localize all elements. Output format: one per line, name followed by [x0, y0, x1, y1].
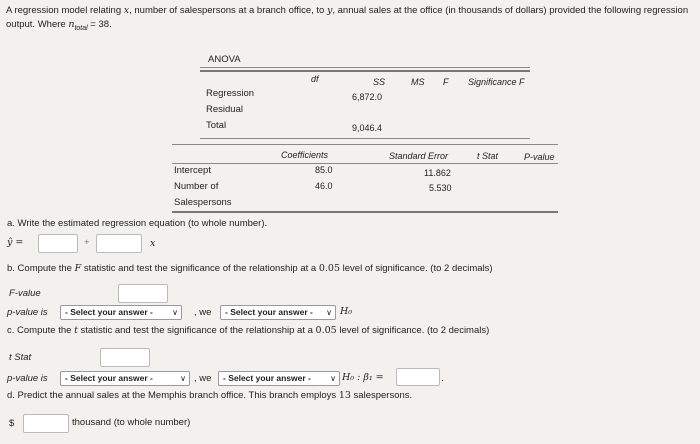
- decision-select[interactable]: [220, 305, 336, 320]
- decision-select[interactable]: [218, 371, 340, 386]
- salespersons-count: 13: [338, 390, 351, 401]
- anova-top-rule: [200, 67, 530, 68]
- var-x: x: [123, 5, 130, 16]
- anova-header-sigf: Significance F: [468, 77, 525, 87]
- intro-text-3: , annual sales at the office (in thousands of dollars) provided the following regression output. Where: [6, 5, 689, 30]
- coef-row-label: Intercept: [174, 165, 211, 176]
- t-stat-input[interactable]: [100, 348, 150, 367]
- part-c-prompt: [7, 325, 489, 336]
- intro-text-1: A regression model relating: [6, 5, 122, 16]
- p-value-label: p-value is: [7, 373, 48, 384]
- var-t: t: [74, 325, 78, 336]
- anova-top-rule-2: [200, 70, 530, 72]
- coef-row-coef: 46.0: [315, 181, 333, 191]
- part-d-text-1: d. Predict the annual sales at the Memphis branch office. This branch employs: [7, 390, 337, 401]
- plus-sign: +: [84, 237, 90, 248]
- intercept-input[interactable]: [38, 234, 78, 253]
- part-b-text-3: level of significance. (to 2 decimals): [342, 263, 493, 274]
- p-value-select-text: - Select your answer -: [65, 307, 153, 317]
- f-value-input[interactable]: [118, 284, 168, 303]
- var-F: F: [74, 263, 82, 274]
- p-value-select[interactable]: [60, 371, 190, 386]
- dollar-sign: $: [9, 418, 15, 429]
- part-b-text-1: b. Compute the: [7, 263, 72, 274]
- coef-header-t: t Stat: [477, 151, 499, 161]
- part-b-prompt: [7, 263, 493, 274]
- coef-row-label: Number of: [174, 181, 219, 192]
- beta-null-input[interactable]: [396, 368, 440, 386]
- part-c-text-1: c. Compute the: [7, 325, 72, 336]
- coef-row-se: 11.862: [424, 168, 451, 178]
- alpha-value: 0.05: [318, 263, 340, 274]
- h0-beta-label: H₀ : β₁ =: [342, 372, 384, 383]
- anova-header-f: F: [443, 77, 449, 87]
- anova-row-ss: 9,046.4: [352, 123, 383, 133]
- intro-text-4: = 38.: [87, 19, 112, 30]
- f-value-label: F-value: [9, 288, 41, 299]
- part-a-prompt: a. Write the estimated regression equation (to whole number).: [7, 218, 268, 229]
- slope-input[interactable]: [96, 234, 142, 253]
- decision-select-text: - Select your answer -: [225, 307, 313, 317]
- alpha-value: 0.05: [315, 325, 337, 336]
- predicted-sales-input[interactable]: [23, 414, 69, 433]
- chevron-down-icon: ∨: [172, 308, 178, 317]
- coef-row-se: 5.530: [429, 183, 452, 193]
- var-n-sub: total: [74, 24, 88, 32]
- coef-header-p: P-value: [524, 152, 555, 162]
- coef-top-rule: [172, 144, 558, 145]
- p-value-select-text: - Select your answer -: [65, 373, 153, 383]
- chevron-down-icon: ∨: [330, 374, 336, 383]
- yhat-label: ŷ =: [7, 237, 24, 248]
- anova-row-ss: 6,872.0: [352, 92, 383, 102]
- chevron-down-icon: ∨: [326, 308, 332, 317]
- coef-header-se: Standard Error: [389, 151, 449, 161]
- coef-row-coef: 85.0: [315, 165, 333, 175]
- anova-header-df: df: [311, 74, 319, 84]
- p-value-label: p-value is: [7, 307, 48, 318]
- decision-select-text: - Select your answer -: [223, 373, 311, 383]
- coef-header-rule: [172, 163, 558, 164]
- x-variable: x: [150, 238, 156, 249]
- part-c-text-3: level of significance. (to 2 decimals): [339, 325, 490, 336]
- intro-text-2: , number of salespersons at a branch office, to: [129, 5, 325, 16]
- anova-row-label: Total: [206, 120, 227, 131]
- part-d-text-2: salespersons.: [353, 390, 413, 401]
- period: .: [441, 373, 444, 384]
- anova-bottom-rule: [200, 138, 530, 139]
- coef-row-label: Salespersons: [174, 197, 232, 208]
- coef-header-coef: Coefficients: [281, 150, 329, 160]
- we-text: , we: [194, 373, 212, 384]
- part-d-prompt: [7, 390, 412, 401]
- anova-header-ms: MS: [411, 77, 425, 87]
- anova-header-ss: SS: [373, 77, 386, 87]
- p-value-select[interactable]: [60, 305, 182, 320]
- h0-label: H₀: [340, 306, 353, 317]
- part-c-text-2: statistic and test the significance of the relationship at a: [80, 325, 313, 336]
- we-text: , we: [194, 307, 212, 318]
- coef-bottom-rule: [172, 211, 558, 213]
- anova-row-label: Residual: [206, 104, 243, 115]
- anova-row-label: Regression: [206, 88, 255, 99]
- chevron-down-icon: ∨: [180, 374, 186, 383]
- anova-title: ANOVA: [208, 54, 241, 65]
- problem-intro: [6, 4, 696, 36]
- part-b-text-2: statistic and test the significance of the relationship at a: [83, 263, 317, 274]
- var-n: n: [68, 19, 75, 30]
- t-stat-label: t Stat: [9, 352, 32, 363]
- var-y: y: [326, 5, 333, 16]
- unit-text: thousand (to whole number): [72, 417, 191, 428]
